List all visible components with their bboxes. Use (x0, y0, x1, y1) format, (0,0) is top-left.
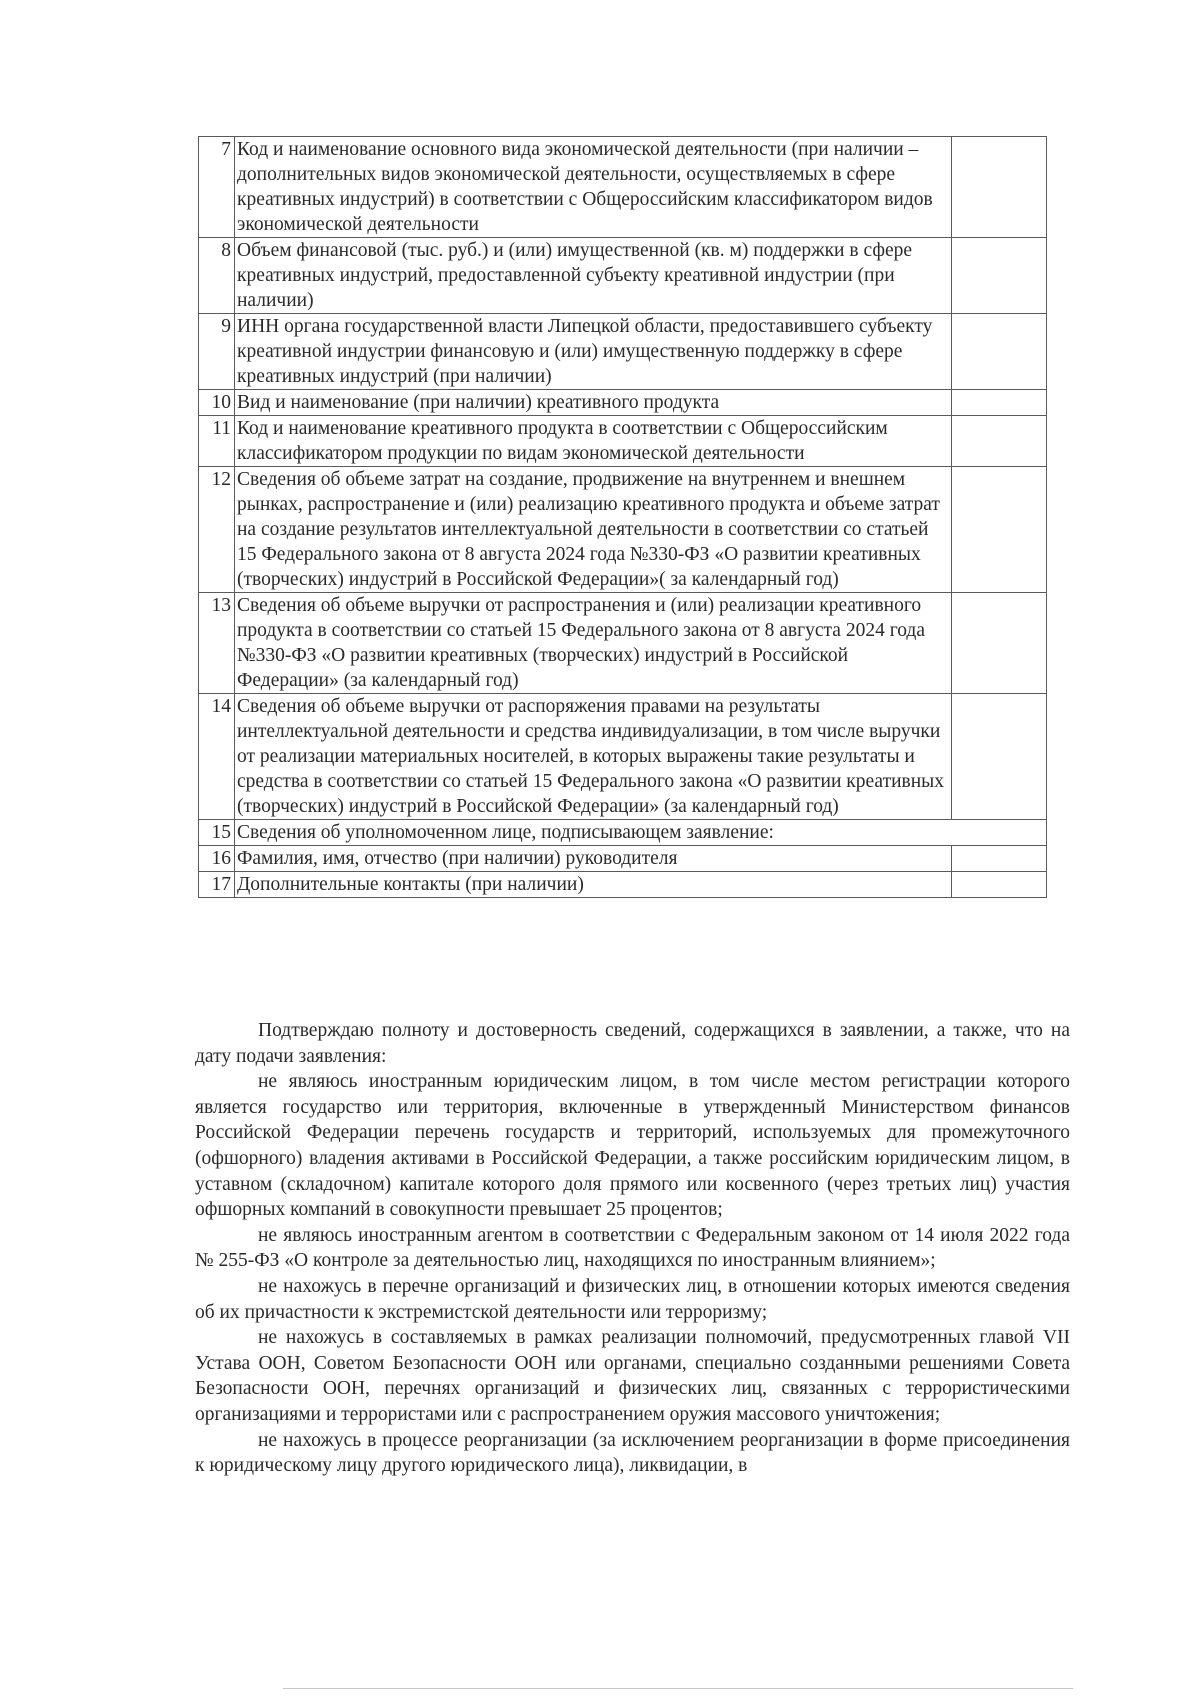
declaration-paragraph: не являюсь иностранным юридическим лицом, в том числе местом регистрации которого является государство или территория, включенные в утвержденный Министерством финансов Российской Федерации перечень государств и территорий, используемых для промежуточного (офшорного) владения активами в Российской Федерации, а также российским юридическим лицом, в уставном (складочном) капитале которого доля прямого или косвенного (через третьих лиц) участия офшорных компаний в совокупности превышает 25 процентов; (195, 1071, 1070, 1221)
declaration-paragraph: Подтверждаю полноту и достоверность сведений, содержащихся в заявлении, а также, что на дату подачи заявления: (195, 1020, 1070, 1067)
row-value-field[interactable] (952, 872, 1047, 898)
form-row (199, 314, 1047, 390)
row-description: Вид и наименование (при наличии) креативного продукта (235, 390, 952, 416)
declaration-paragraph: не являюсь иностранным агентом в соответствии с Федеральным законом от 14 июля 2022 года № 255-ФЗ «О контроле за деятельностью лиц, находящихся по иностранным влиянием»; (195, 1224, 1070, 1272)
form-row (199, 238, 1047, 314)
row-number: 13 (199, 593, 235, 694)
row-value-field[interactable] (952, 390, 1047, 416)
declaration-paragraph: не нахожусь в перечне организаций и физических лиц, в отношении которых имеются сведения об их причастности к экстремистской деятельности или терроризму; (195, 1275, 1070, 1323)
row-number: 17 (199, 872, 235, 898)
application-form-table (198, 136, 1047, 898)
form-row (199, 694, 1047, 820)
row-description: Фамилия, имя, отчество (при наличии) руководителя (235, 846, 952, 872)
row-description: ИНН органа государственной власти Липецкой области, предоставившего субъекту креативной индустрии финансовую и (или) имущественную поддержку в сфере креативных индустрий (при наличии) (235, 314, 952, 390)
row-number: 16 (199, 846, 235, 872)
form-row (199, 872, 1047, 898)
row-description: Дополнительные контакты (при наличии) (235, 872, 952, 898)
form-row (199, 846, 1047, 872)
form-row (199, 390, 1047, 416)
form-row (199, 593, 1047, 694)
row-value-field[interactable] (952, 593, 1047, 694)
declaration-paragraph: не нахожусь в составляемых в рамках реализации полномочий, предусмотренных главой VII Устава ООН, Советом Безопасности ООН или органами, специально созданными решениями Совета Безопасности ООН, перечнях организаций и физических лиц, связанных с террористическими организациями и террористами или с распространением оружия массового уничтожения; (195, 1327, 1070, 1425)
row-description: Сведения об объеме выручки от распространения и (или) реализации креативного продукта в соответствии со статьей 15 Федерального закона от 8 августа 2024 года №330-ФЗ «О развитии креативных (творческих) индустрий в Российской Федерации» (за календарный год) (235, 593, 952, 694)
form-row (199, 137, 1047, 238)
row-number: 10 (199, 390, 235, 416)
row-description: Код и наименование креативного продукта в соответствии с Общероссийским классификатором продукции по видам экономической деятельности (235, 416, 952, 467)
row-value-field[interactable] (952, 314, 1047, 390)
page-footer-line (283, 1688, 1073, 1689)
row-number: 14 (199, 694, 235, 820)
row-number: 12 (199, 467, 235, 593)
row-value-field[interactable] (952, 238, 1047, 314)
form-row (199, 416, 1047, 467)
form-rows (199, 137, 1047, 898)
declaration-paragraph: не нахожусь в процессе реорганизации (за исключением реорганизации в форме присоединения к юридическому лицу другого юридического лица), ликвидации, в (195, 1429, 1070, 1477)
row-description: Сведения об объеме затрат на создание, продвижение на внутреннем и внешнем рынках, распространение и (или) реализацию креативного продукта и объеме затрат на создание результатов интеллектуальной деятельности в соответствии со статьей 15 Федерального закона от 8 августа 2024 года №330-ФЗ «О развитии креативных (творческих) индустрий в Российской Федерации»( за календарный год) (235, 467, 952, 593)
row-number: 9 (199, 314, 235, 390)
declaration-text (195, 1018, 1070, 1479)
row-value-field[interactable] (952, 137, 1047, 238)
row-description: Сведения об уполномоченном лице, подписывающем заявление: (235, 820, 1047, 846)
row-value-field[interactable] (952, 846, 1047, 872)
row-number: 8 (199, 238, 235, 314)
row-value-field[interactable] (952, 467, 1047, 593)
row-description: Объем финансовой (тыс. руб.) и (или) имущественной (кв. м) поддержки в сфере креативных индустрий, предоставленной субъекту креативной индустрии (при наличии) (235, 238, 952, 314)
row-value-field[interactable] (952, 416, 1047, 467)
form-row (199, 820, 1047, 846)
row-description: Сведения об объеме выручки от распоряжения правами на результаты интеллектуальной деятельности и средства индивидуализации, в том числе выручки от реализации материальных носителей, в которых выражены такие результаты и средства в соответствии со статьей 15 Федерального закона «О развитии креативных (творческих) индустрий в Российской Федерации» (за календарный год) (235, 694, 952, 820)
row-number: 15 (199, 820, 235, 846)
row-number: 11 (199, 416, 235, 467)
row-description: Код и наименование основного вида экономической деятельности (при наличии – дополнительных видов экономической деятельности, осуществляемых в сфере креативных индустрий) в соответствии с Общероссийским классификатором видов экономической деятельности (235, 137, 952, 238)
row-value-field[interactable] (952, 694, 1047, 820)
row-number: 7 (199, 137, 235, 238)
form-row (199, 467, 1047, 593)
